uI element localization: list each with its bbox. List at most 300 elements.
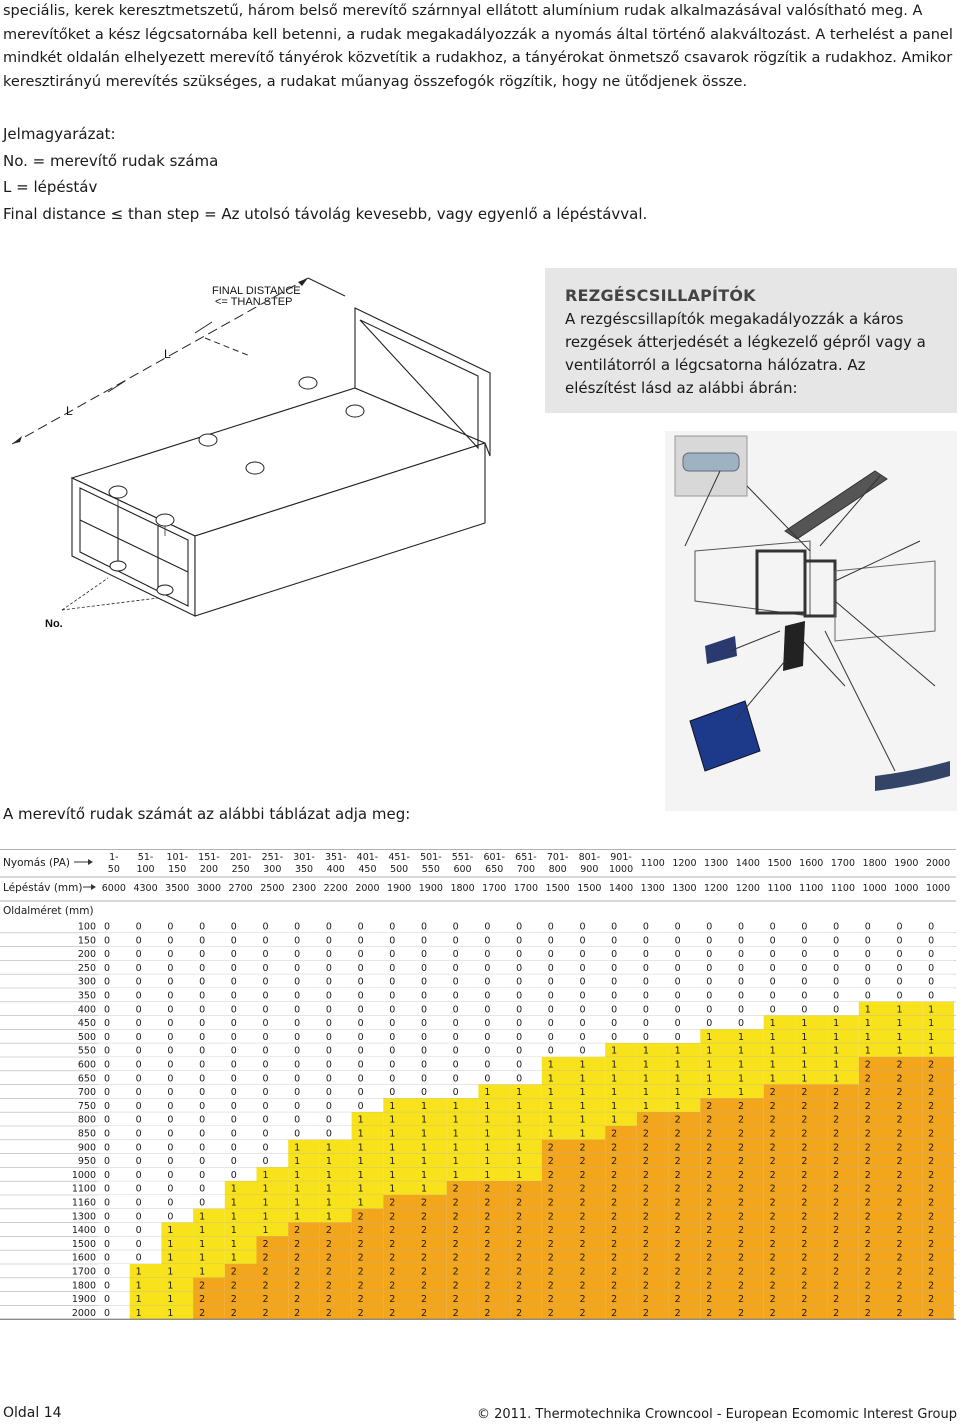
table-cell — [383, 1043, 415, 1057]
cell-value: 1 — [737, 1031, 745, 1043]
table-cell — [383, 1057, 415, 1071]
table-cell — [542, 1085, 574, 1099]
cell-value: 2 — [611, 1266, 618, 1278]
cell-value: 0 — [674, 921, 681, 933]
cell-value: 0 — [420, 990, 428, 1002]
table-cell — [161, 1167, 193, 1181]
cell-value: 2 — [833, 1114, 840, 1126]
cell-value: 0 — [769, 976, 776, 988]
cell-value: 2 — [801, 1156, 808, 1168]
cell-value: 2 — [420, 1294, 428, 1306]
row-size-label: 1160 — [71, 1197, 96, 1209]
table-cell — [257, 1250, 289, 1264]
cell-value: 2 — [737, 1100, 745, 1112]
cell-value: 0 — [357, 935, 364, 947]
table-cell — [510, 1098, 542, 1112]
pressure-label: Nyomás (PA) — [3, 857, 70, 869]
table-cell — [732, 1292, 764, 1306]
side-label: Oldalméret (mm) — [3, 905, 94, 917]
cell-value: 0 — [864, 921, 871, 933]
table-cell — [257, 1126, 289, 1140]
table-cell — [795, 1181, 827, 1195]
pressure-header: 1900 — [894, 858, 919, 869]
table-cell — [510, 1167, 542, 1181]
table-cell — [700, 974, 732, 988]
table-cell — [795, 1167, 827, 1181]
pressure-header: 451- — [388, 852, 410, 863]
table-cell — [352, 1098, 384, 1112]
table-cell — [922, 1098, 954, 1112]
cell-value: 1 — [199, 1238, 206, 1250]
table-cell — [447, 1278, 479, 1292]
table-cell — [478, 1278, 510, 1292]
table-cell — [700, 1016, 732, 1030]
cell-value: 2 — [611, 1142, 618, 1154]
cell-value: 2 — [801, 1183, 808, 1195]
final-distance-label-2: <= THAN STEP — [215, 296, 293, 308]
cell-value: 0 — [547, 1018, 554, 1030]
cell-value: 2 — [420, 1280, 428, 1292]
cell-value: 0 — [325, 1045, 332, 1057]
cell-value: 1 — [611, 1045, 618, 1057]
cell-value: 0 — [135, 921, 142, 933]
row-size-label: 1800 — [71, 1280, 96, 1292]
cell-value: 2 — [674, 1211, 681, 1223]
table-cell — [415, 1085, 447, 1099]
cell-value: 2 — [357, 1211, 364, 1223]
table-cell — [415, 1057, 447, 1071]
cell-value: 0 — [103, 1252, 111, 1264]
cell-value: 0 — [389, 1045, 396, 1057]
table-cell — [891, 1071, 923, 1085]
cell-value: 2 — [325, 1294, 332, 1306]
pressure-header: 650 — [485, 864, 504, 875]
table-cell — [478, 1305, 510, 1319]
step-value: 1900 — [418, 883, 443, 894]
table-cell — [257, 1195, 289, 1209]
pressure-header: 1200 — [672, 858, 697, 869]
table-cell — [161, 1264, 193, 1278]
cell-value: 0 — [642, 949, 649, 961]
cell-value: 0 — [357, 1018, 364, 1030]
table-cell — [161, 947, 193, 961]
table-cell — [193, 1167, 225, 1181]
cell-value: 0 — [135, 949, 142, 961]
cell-value: 2 — [928, 1211, 935, 1223]
table-cell — [605, 1029, 637, 1043]
table-cell — [320, 1305, 352, 1319]
row-size-label: 1500 — [71, 1238, 96, 1250]
cell-value: 2 — [928, 1225, 935, 1237]
table-cell — [510, 1223, 542, 1237]
cell-value: 2 — [642, 1238, 649, 1250]
cell-value: 0 — [357, 1045, 364, 1057]
pressure-header: 900 — [580, 864, 599, 875]
cell-value: 2 — [833, 1087, 840, 1099]
table-cell — [922, 933, 954, 947]
cell-value: 2 — [294, 1252, 301, 1264]
copyright: © 2011. Thermotechnika Crowncool - European Ecomomic Interest Group — [476, 1407, 957, 1422]
table-cell — [193, 1085, 225, 1099]
table-cell — [795, 1264, 827, 1278]
pressure-header: 151- — [198, 852, 220, 863]
table-cell — [383, 1029, 415, 1043]
cell-value: 1 — [199, 1252, 206, 1264]
cell-value: 0 — [199, 1087, 206, 1099]
cell-value: 2 — [611, 1211, 618, 1223]
table-cell — [700, 1181, 732, 1195]
cell-value: 0 — [262, 1073, 269, 1085]
table-cell — [605, 947, 637, 961]
table-cell — [352, 1043, 384, 1057]
cell-value: 2 — [547, 1197, 554, 1209]
table-cell — [288, 1126, 320, 1140]
table-cell — [320, 1167, 352, 1181]
cell-value: 2 — [547, 1225, 554, 1237]
cell-value: 2 — [642, 1183, 649, 1195]
table-cell — [827, 1029, 859, 1043]
cell-value: 2 — [801, 1294, 808, 1306]
cell-value: 0 — [167, 1197, 174, 1209]
cell-value: 2 — [547, 1211, 554, 1223]
row-size-label: 650 — [77, 1073, 96, 1085]
table-cell — [891, 1167, 923, 1181]
table-cell — [764, 988, 796, 1002]
table-cell — [130, 1071, 162, 1085]
cell-value: 2 — [579, 1225, 586, 1237]
table-cell — [922, 1140, 954, 1154]
cell-value: 0 — [928, 935, 935, 947]
table-cell — [922, 1250, 954, 1264]
cell-value: 2 — [230, 1266, 237, 1278]
table-cell — [383, 1181, 415, 1195]
cell-value: 1 — [611, 1087, 618, 1099]
table-cell — [352, 1002, 384, 1016]
pressure-header: 1500 — [767, 858, 792, 869]
table-cell — [827, 1126, 859, 1140]
pressure-header: 351- — [324, 852, 347, 863]
cell-value: 0 — [230, 1156, 237, 1168]
cell-value: 0 — [167, 990, 174, 1002]
cell-value: 2 — [833, 1100, 840, 1112]
cell-value: 0 — [706, 1004, 713, 1016]
cell-value: 0 — [103, 1059, 111, 1071]
table-cell — [795, 1071, 827, 1085]
cell-value: 0 — [167, 962, 174, 974]
cell-value: 2 — [706, 1114, 713, 1126]
cell-value: 1 — [294, 1197, 301, 1209]
pressure-header: 450 — [358, 864, 377, 875]
cell-value: 2 — [737, 1169, 745, 1181]
cell-value: 0 — [167, 949, 174, 961]
cell-value: 1 — [674, 1045, 681, 1057]
table-cell — [795, 1002, 827, 1016]
table-cell — [415, 1292, 447, 1306]
cell-value: 0 — [420, 1087, 428, 1099]
step-label: Lépéstáv (mm) — [3, 882, 83, 894]
cell-value: 2 — [642, 1128, 649, 1140]
cell-value: 0 — [737, 921, 745, 933]
cell-value: 2 — [706, 1211, 713, 1223]
cell-value: 2 — [611, 1307, 618, 1319]
cell-value: 1 — [737, 1073, 745, 1085]
pressure-header: 2000 — [925, 858, 951, 869]
table-cell — [447, 1167, 479, 1181]
cell-value: 2 — [294, 1307, 301, 1319]
cell-value: 2 — [262, 1280, 269, 1292]
cell-value: 1 — [230, 1238, 237, 1250]
cell-value: 0 — [103, 1100, 111, 1112]
table-cell — [415, 1195, 447, 1209]
table-cell — [732, 1167, 764, 1181]
table-cell — [352, 1071, 384, 1085]
table-cell — [732, 1029, 764, 1043]
cell-value: 0 — [389, 1018, 396, 1030]
cell-value: 2 — [642, 1114, 649, 1126]
row-size-label: 1600 — [71, 1252, 96, 1264]
table-cell — [383, 1126, 415, 1140]
table-cell — [542, 1264, 574, 1278]
table-cell — [257, 1071, 289, 1085]
cell-value: 0 — [230, 1031, 237, 1043]
pressure-header: 301- — [293, 852, 315, 863]
cell-value: 0 — [294, 1128, 301, 1140]
table-cell — [98, 1278, 130, 1292]
table-cell — [193, 1140, 225, 1154]
cell-value: 0 — [674, 990, 681, 1002]
row-size-label: 950 — [77, 1156, 96, 1168]
table-cell — [193, 1029, 225, 1043]
table-cell — [859, 1223, 891, 1237]
cell-value: 0 — [325, 1087, 332, 1099]
cell-value: 0 — [928, 976, 935, 988]
cell-value: 0 — [135, 1169, 142, 1181]
table-cell — [383, 960, 415, 974]
cell-value: 0 — [167, 1114, 174, 1126]
cell-value: 0 — [357, 1087, 364, 1099]
cell-value: 2 — [928, 1128, 935, 1140]
cell-value: 0 — [452, 962, 459, 974]
table-cell — [225, 1264, 257, 1278]
cell-value: 2 — [833, 1128, 840, 1140]
table-cell — [795, 1057, 827, 1071]
cell-value: 2 — [833, 1183, 840, 1195]
cell-value: 1 — [230, 1225, 237, 1237]
table-cell — [574, 1016, 606, 1030]
cell-value: 0 — [294, 1087, 301, 1099]
cell-value: 0 — [737, 1018, 745, 1030]
cell-value: 2 — [516, 1197, 523, 1209]
cell-value: 2 — [864, 1100, 871, 1112]
table-cell — [669, 1029, 701, 1043]
cell-value: 2 — [642, 1294, 649, 1306]
cell-value: 0 — [167, 1156, 174, 1168]
table-cell — [225, 974, 257, 988]
cell-value: 1 — [135, 1266, 142, 1278]
table-cell — [732, 1002, 764, 1016]
table-cell — [98, 1209, 130, 1223]
table-cell — [859, 1264, 891, 1278]
cell-value: 2 — [516, 1238, 523, 1250]
cell-value: 0 — [452, 1031, 459, 1043]
table-cell — [795, 1085, 827, 1099]
cell-value: 2 — [706, 1100, 713, 1112]
table-cell — [891, 1195, 923, 1209]
table-cell — [637, 1098, 669, 1112]
cell-value: 1 — [452, 1114, 459, 1126]
table-cell — [827, 1098, 859, 1112]
table-cell — [764, 960, 796, 974]
cell-value: 1 — [389, 1128, 396, 1140]
cell-value: 2 — [611, 1197, 618, 1209]
cell-value: 0 — [230, 1100, 237, 1112]
cell-value: 0 — [484, 1004, 491, 1016]
cell-value: 0 — [357, 1004, 364, 1016]
cell-value: 1 — [262, 1225, 269, 1237]
cell-value: 1 — [801, 1059, 808, 1071]
table-cell — [193, 1278, 225, 1292]
cell-value: 2 — [516, 1225, 523, 1237]
cell-value: 0 — [167, 1018, 174, 1030]
vibration-damper-title: REZGÉSCSILLAPÍTÓK — [565, 286, 756, 305]
table-cell — [732, 947, 764, 961]
cell-value: 0 — [547, 1031, 554, 1043]
table-cell — [98, 1002, 130, 1016]
cell-value: 2 — [801, 1114, 808, 1126]
pressure-header: 1300 — [704, 858, 729, 869]
table-cell — [922, 974, 954, 988]
cell-value: 0 — [928, 949, 935, 961]
cell-value: 2 — [706, 1307, 713, 1319]
table-cell — [827, 1292, 859, 1306]
cell-value: 0 — [674, 962, 681, 974]
cell-value: 2 — [706, 1225, 713, 1237]
cell-value: 1 — [833, 1018, 840, 1030]
table-cell — [320, 988, 352, 1002]
table-cell — [130, 919, 162, 933]
table-cell — [447, 1057, 479, 1071]
table-cell — [669, 1195, 701, 1209]
cell-value: 0 — [452, 921, 459, 933]
cell-value: 2 — [801, 1238, 808, 1250]
pressure-header: 700 — [516, 864, 536, 875]
table-cell — [193, 933, 225, 947]
rod-count-label: No. — [45, 618, 63, 630]
table-cell — [98, 1029, 130, 1043]
table-cell — [415, 1278, 447, 1292]
cell-value: 1 — [611, 1073, 618, 1085]
table-cell — [764, 1043, 796, 1057]
cell-value: 2 — [896, 1142, 903, 1154]
cell-value: 0 — [547, 962, 554, 974]
cell-value: 0 — [801, 949, 808, 961]
table-cell — [891, 1223, 923, 1237]
table-cell — [478, 1167, 510, 1181]
cell-value: 2 — [896, 1280, 903, 1292]
pressure-arrow-head — [88, 859, 93, 865]
cell-value: 2 — [833, 1252, 840, 1264]
cell-value: 1 — [642, 1059, 649, 1071]
table-cell — [891, 1126, 923, 1140]
step-value: 2300 — [291, 883, 317, 894]
cell-value: 1 — [357, 1128, 364, 1140]
cell-value: 0 — [769, 1004, 776, 1016]
table-cell — [130, 1043, 162, 1057]
table-cell — [415, 1016, 447, 1030]
cell-value: 1 — [325, 1156, 332, 1168]
table-cell — [161, 1250, 193, 1264]
cell-value: 0 — [262, 1087, 269, 1099]
cell-value: 2 — [420, 1197, 428, 1209]
table-cell — [510, 1305, 542, 1319]
cell-value: 2 — [896, 1252, 903, 1264]
cell-value: 0 — [103, 1183, 111, 1195]
table-cell — [193, 988, 225, 1002]
table-cell — [637, 1250, 669, 1264]
cell-value: 0 — [611, 1018, 618, 1030]
table-cell — [700, 1236, 732, 1250]
table-cell — [542, 1292, 574, 1306]
table-cell — [764, 1029, 796, 1043]
row-size-label: 800 — [77, 1114, 96, 1126]
table-cell — [383, 974, 415, 988]
table-cell — [764, 1278, 796, 1292]
cell-value: 0 — [167, 1059, 174, 1071]
table-cell — [827, 933, 859, 947]
table-cell — [383, 919, 415, 933]
cell-value: 2 — [389, 1266, 396, 1278]
table-cell — [193, 1305, 225, 1319]
cell-value: 2 — [357, 1280, 364, 1292]
cell-value: 0 — [484, 1059, 491, 1071]
cell-value: 0 — [706, 962, 713, 974]
table-cell — [383, 1305, 415, 1319]
table-cell — [288, 933, 320, 947]
table-cell — [478, 974, 510, 988]
cell-value: 2 — [674, 1294, 681, 1306]
table-cell — [542, 1002, 574, 1016]
cell-value: 2 — [452, 1211, 459, 1223]
table-cell — [320, 1112, 352, 1126]
step-value: 3500 — [165, 883, 190, 894]
table-cell — [447, 1181, 479, 1195]
cell-value: 0 — [294, 1045, 301, 1057]
table-cell — [510, 1278, 542, 1292]
table-cell — [574, 1195, 606, 1209]
table-cell — [225, 1154, 257, 1168]
step-value: 1300 — [672, 883, 697, 894]
cell-value: 0 — [769, 935, 776, 947]
table-cell — [320, 1071, 352, 1085]
cell-value: 1 — [389, 1183, 396, 1195]
cell-value: 0 — [896, 949, 903, 961]
table-cell — [605, 1098, 637, 1112]
cell-value: 0 — [135, 1183, 142, 1195]
table-cell — [383, 1264, 415, 1278]
table-cell — [415, 1043, 447, 1057]
pressure-header: 901- — [610, 852, 632, 863]
table-cell — [257, 1057, 289, 1071]
table-cell — [161, 1043, 193, 1057]
cell-value: 0 — [357, 1100, 364, 1112]
cell-value: 0 — [103, 1169, 111, 1181]
cell-value: 0 — [199, 1073, 206, 1085]
table-cell — [225, 1209, 257, 1223]
cell-value: 2 — [611, 1156, 618, 1168]
cell-value: 1 — [389, 1169, 396, 1181]
table-cell — [574, 1264, 606, 1278]
table-cell — [510, 919, 542, 933]
